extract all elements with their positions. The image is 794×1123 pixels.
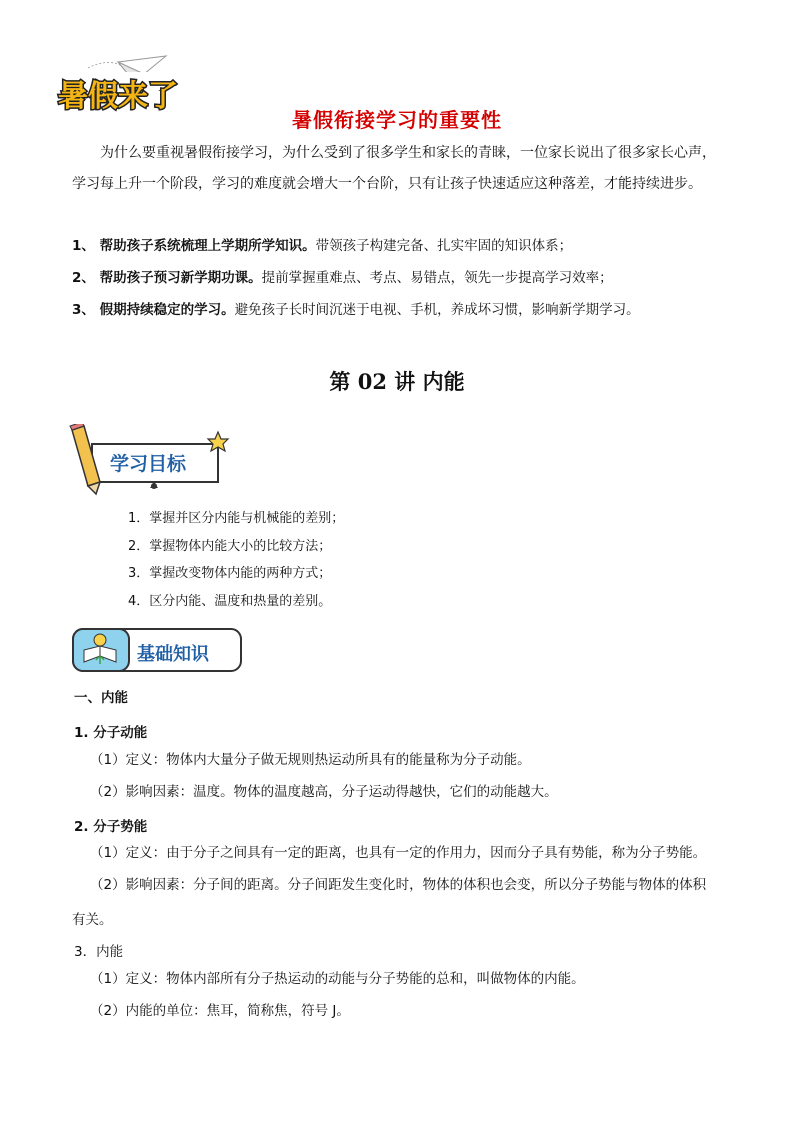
promo-point-3-bold: 3、 假期持续稳定的学习。 xyxy=(72,302,235,318)
definition-line: （1）定义：由于分子之间具有一定的距离，也具有一定的作用力，因而分子具有势能，称为分子势能。 xyxy=(90,845,707,861)
promo-point-1 xyxy=(72,236,722,256)
definition-line: （1）定义：物体内部所有分子热运动的动能与分子势能的总和，叫做物体的内能。 xyxy=(90,971,585,987)
definition-line: （1）定义：物体内大量分子做无规则热运动所具有的能量称为分子动能。 xyxy=(90,752,531,768)
logo-text: 暑假来了 xyxy=(58,79,178,114)
goal-item: 1．掌握并区分内能与机械能的差别； xyxy=(128,511,345,526)
goals-list xyxy=(128,505,344,615)
goal-item: 2．掌握物体内能大小的比较方法； xyxy=(128,538,332,554)
promo-point-2-bold: 2、 帮助孩子预习新学期功课。 xyxy=(72,270,262,286)
factor-line: （2）影响因素：分子间的距离。分子间距发生变化时，物体的体积也会变，所以分子势能与物体的体积 xyxy=(90,877,707,893)
promo-point-2 xyxy=(72,268,722,288)
promo-title: 暑假衔接学习的重要性 xyxy=(292,108,502,132)
subsection-heading: 2. 分子势能 xyxy=(74,819,148,835)
goal-item: 4．区分内能、温度和热量的差别。 xyxy=(128,593,332,609)
intro-paragraph: 为什么要重视暑假衔接学习，为什么受到了很多学生和家长的青睐，一位家长说出了很多家长心声，学习每上升一个阶段，学习的难度就会增大一个台阶，只有让孩子快速适应这种落差，才能持续进步。 xyxy=(72,145,716,192)
factor-line: （2）影响因素：温度。物体的温度越高，分子运动得越快，它们的动能越大。 xyxy=(90,784,558,800)
lecture-title: 第 02 讲 内能 xyxy=(329,369,465,394)
goals-badge-label: 学习目标 xyxy=(110,453,187,475)
unit-line: （2）内能的单位：焦耳，简称焦，符号 J。 xyxy=(90,1003,350,1019)
promo-point-3-text: 避免孩子长时间沉迷于电视、手机，养成坏习惯，影响新学期学习。 xyxy=(234,302,640,318)
promo-point-3 xyxy=(72,300,722,320)
subsection-heading: 3．内能 xyxy=(74,944,124,960)
promo-point-1-text: 带领孩子构建完备、扎实牢固的知识体系； xyxy=(315,238,573,254)
goal-item: 3．掌握改变物体内能的两种方式； xyxy=(128,566,332,581)
subsection-heading: 1. 分子动能 xyxy=(74,725,148,741)
promo-point-1-bold: 1、 帮助孩子系统梳理上学期所学知识。 xyxy=(72,238,316,254)
basic-knowledge-label: 基础知识 xyxy=(137,644,209,665)
section-heading: 一、内能 xyxy=(74,690,128,706)
promo-point-2-text: 提前掌握重难点、考点、易错点，领先一步提高学习效率； xyxy=(261,270,613,286)
factor-line-continued: 有关。 xyxy=(72,912,113,928)
